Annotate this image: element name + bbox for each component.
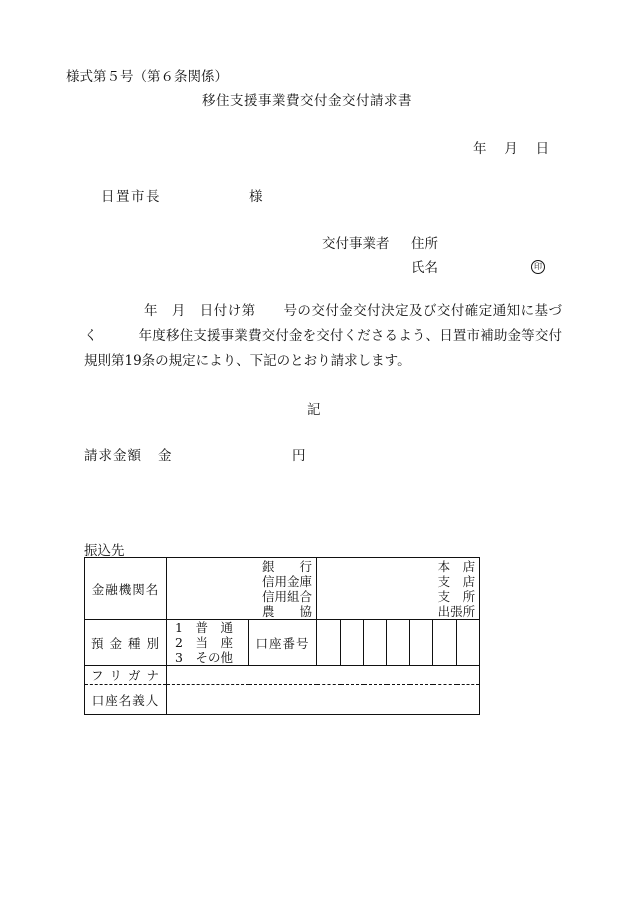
request-paragraph: 年 月 日付け第 号の交付金交付決定及び交付確定通知に基づく 年度移住支援事業費交付金を交付くださるよう、日置市補助金等交付規則第19条の規定により、下記のとおり請求します。 xyxy=(84,303,562,369)
addressee-name: 日置市長 xyxy=(101,189,161,205)
date-line xyxy=(473,137,549,157)
deposit-types: 1 普 通 2 当 座 3 その他 xyxy=(175,620,233,665)
ki-heading: 記 xyxy=(307,402,321,418)
date-year: 年 xyxy=(473,141,487,157)
document-title: 移住支援事業費交付金交付請求書 xyxy=(202,93,412,109)
applicant-role-label: 交付事業者 xyxy=(322,236,390,252)
account-digit-5[interactable] xyxy=(410,620,433,666)
request-amount-prefix: 金 xyxy=(158,448,172,464)
furigana-label: フ リ ガ ナ xyxy=(85,666,167,685)
date-day: 日 xyxy=(535,141,550,157)
account-digit-6[interactable] xyxy=(433,620,457,666)
holder-row xyxy=(85,685,480,715)
holder-field[interactable] xyxy=(167,685,480,715)
applicant-address-label: 住所 xyxy=(411,236,438,252)
deposit-type-label: 預 金 種 別 xyxy=(85,620,167,666)
account-digit-4[interactable] xyxy=(387,620,410,666)
branch-name-cell[interactable] xyxy=(317,558,480,620)
seal-icon: 印 xyxy=(531,260,545,274)
addressee-honorific: 様 xyxy=(249,189,263,205)
furigana-row xyxy=(85,666,480,685)
furigana-field[interactable] xyxy=(167,666,480,685)
account-number-label: 口座番号 xyxy=(249,620,317,666)
bank-account-table xyxy=(84,557,480,715)
institution-name-cell[interactable] xyxy=(167,558,317,620)
request-amount-label: 請求金額 xyxy=(84,448,142,464)
institution-row xyxy=(85,558,480,620)
account-digit-1[interactable] xyxy=(317,620,341,666)
deposit-type-options[interactable] xyxy=(167,620,249,666)
account-digit-2[interactable] xyxy=(341,620,364,666)
seal-mark xyxy=(531,257,545,274)
holder-label: 口座名義人 xyxy=(85,685,167,715)
request-amount-unit: 円 xyxy=(292,448,306,464)
deposit-row xyxy=(85,620,480,666)
form-number: 様式第５号（第６条関係） xyxy=(66,69,228,85)
transfer-heading: 振込先 xyxy=(84,543,125,559)
applicant-name-label: 氏名 xyxy=(411,260,438,276)
account-digit-3[interactable] xyxy=(364,620,387,666)
institution-label: 金融機関名 xyxy=(85,558,167,620)
account-digit-7[interactable] xyxy=(457,620,480,666)
institution-types: 銀 行 信用金庫 信用組合 農 協 xyxy=(262,558,313,619)
date-month: 月 xyxy=(504,141,518,157)
branch-types: 本 店 支 店 支 所 出張所 xyxy=(437,558,476,619)
